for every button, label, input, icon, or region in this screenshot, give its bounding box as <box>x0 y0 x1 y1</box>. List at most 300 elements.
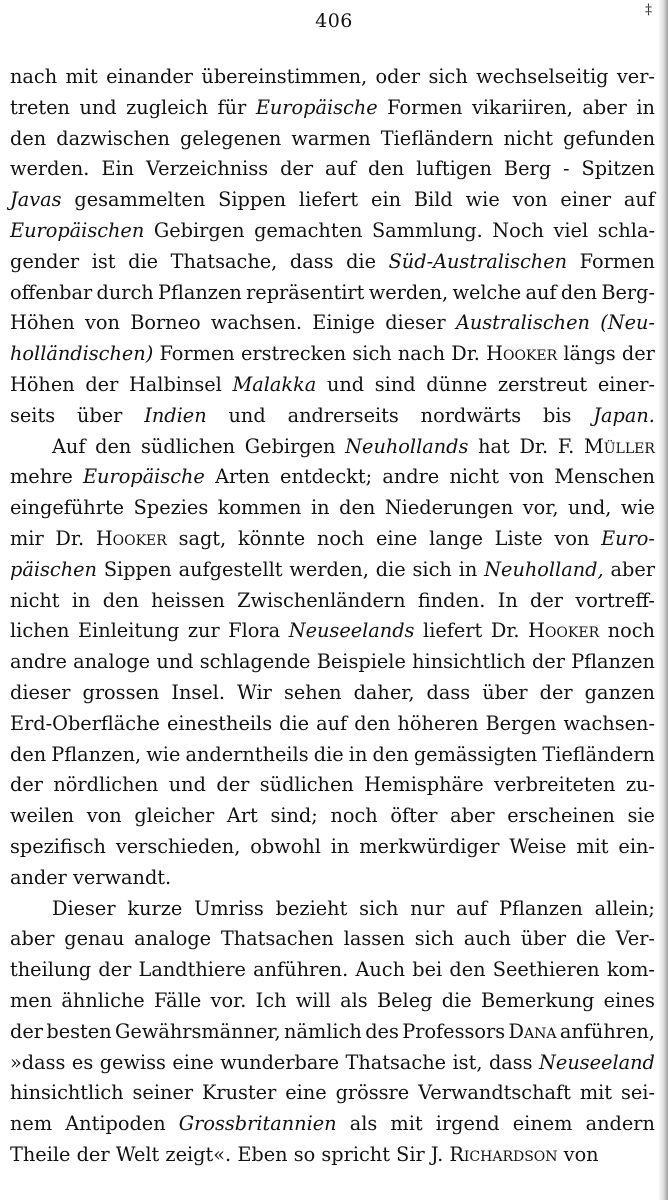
word: sich <box>414 927 455 951</box>
word: irgend <box>435 1112 500 1136</box>
word: will <box>295 988 331 1012</box>
word: der <box>76 1142 110 1166</box>
word: (Neu- <box>600 311 655 335</box>
word: nem <box>10 1112 53 1136</box>
word: der <box>10 1019 43 1043</box>
word: Verzeichniss <box>146 157 269 181</box>
word: Müller <box>584 434 655 458</box>
word: Hooker <box>95 526 167 550</box>
word: Ich <box>255 988 287 1012</box>
word: wechselseitig <box>476 65 609 88</box>
word: Höhen <box>10 372 75 396</box>
word: Hooker <box>528 619 600 643</box>
word: Europäische <box>255 95 378 119</box>
word: treten <box>10 95 70 119</box>
word: Hooker <box>486 342 558 366</box>
word: Neuseelands <box>288 619 415 643</box>
word: besten <box>46 1019 112 1043</box>
text-line <box>10 678 655 709</box>
word: Ver- <box>615 927 655 951</box>
word: als <box>340 988 368 1012</box>
word: nur <box>410 896 445 920</box>
word: durch <box>96 280 154 304</box>
word: Tiefländern <box>542 742 655 766</box>
word: Umriss <box>194 896 264 920</box>
word: auf <box>316 711 348 735</box>
text-line <box>10 308 655 339</box>
word: dass <box>289 249 334 273</box>
word: Pflanzen <box>499 896 583 920</box>
word: nördlichen <box>53 773 159 797</box>
word: in <box>636 95 655 119</box>
word: nordwärts <box>420 403 522 427</box>
word: päischen <box>10 557 97 581</box>
word: Sammlung. <box>371 218 483 242</box>
word: Borneo <box>130 311 201 335</box>
word: über <box>77 403 123 427</box>
word: ver- <box>616 65 655 88</box>
word: südlichen <box>259 773 354 797</box>
word: mit <box>576 834 609 858</box>
word: sehen <box>283 680 342 704</box>
word: theilung <box>10 958 92 982</box>
word: auf <box>325 157 357 181</box>
word: eine <box>285 1081 327 1105</box>
word: und, <box>568 496 612 520</box>
word: weilen <box>10 804 75 828</box>
word: Art <box>226 804 258 828</box>
word: den <box>560 280 598 304</box>
word: den <box>102 588 139 612</box>
text-line <box>10 339 655 370</box>
word: Landthiere <box>138 958 246 982</box>
word: gefunden <box>563 126 655 150</box>
word: entdeckt; <box>280 465 373 489</box>
word: kommen <box>217 496 302 520</box>
word: sind; <box>270 804 318 828</box>
word: Beleg <box>376 988 433 1012</box>
word: spezifisch <box>10 834 106 858</box>
word: Gewährsmänner, <box>115 1019 281 1043</box>
word: Eben <box>237 1142 288 1166</box>
word: sie <box>627 804 655 828</box>
word: zu- <box>625 773 655 797</box>
word: Dr. <box>55 526 85 550</box>
word: Höhen <box>10 311 75 335</box>
word: aufgestellt <box>178 557 283 581</box>
word: der <box>539 680 573 704</box>
word: andre <box>382 465 440 489</box>
word: gesammelten <box>74 188 206 212</box>
word: nach <box>10 65 58 88</box>
word: Weise <box>509 834 567 858</box>
word: ein- <box>618 834 655 858</box>
word: einander <box>106 65 194 88</box>
word: Noch <box>492 218 544 242</box>
word: auf <box>623 188 655 212</box>
word: Euro- <box>601 526 655 550</box>
word: ein <box>371 188 402 212</box>
word: der <box>621 342 655 366</box>
word: Auch <box>355 958 406 982</box>
word: sich <box>412 557 452 581</box>
word: die <box>346 249 377 273</box>
word: und <box>228 403 266 427</box>
word: obwohl <box>250 834 321 858</box>
word: einem <box>512 1112 573 1136</box>
word: den <box>10 742 47 766</box>
word: Sippen <box>103 557 172 581</box>
word: nach <box>397 342 446 366</box>
word: die <box>375 557 406 581</box>
text-line <box>10 863 655 894</box>
word: nicht <box>10 588 60 612</box>
word: anführen. <box>253 958 349 982</box>
word: liefert <box>298 188 359 212</box>
word: mit <box>65 65 98 88</box>
word: welche <box>452 280 522 304</box>
word: finden. <box>417 588 486 612</box>
word: verwandt. <box>73 865 172 889</box>
word: es <box>71 1050 94 1074</box>
word: hinsichtlich <box>10 1081 124 1105</box>
word: Niederungen <box>384 496 514 520</box>
word: merkwürdiger <box>359 834 500 858</box>
word: für <box>217 95 247 119</box>
word: verschieden, <box>115 834 241 858</box>
word: Thatsache, <box>170 249 278 273</box>
word: zur <box>187 619 220 643</box>
word: der <box>98 958 132 982</box>
word: dazwischen <box>56 126 170 150</box>
word: warmen <box>291 126 371 150</box>
word: kom- <box>606 958 655 982</box>
word: anderntheils <box>185 742 309 766</box>
word: holländischen) <box>10 342 154 366</box>
word: Spezies <box>133 496 209 520</box>
text-line <box>10 1109 655 1140</box>
word: vor, <box>522 496 559 520</box>
word: - <box>563 157 570 181</box>
word: von <box>554 526 590 550</box>
word: Professors <box>402 1019 506 1043</box>
word: seits <box>10 403 56 427</box>
word: Pflanzen, <box>51 742 142 766</box>
word: dieser <box>10 680 71 704</box>
word: in <box>458 557 478 581</box>
word: Dana <box>508 1019 557 1043</box>
word: noch <box>607 619 655 643</box>
word: lichen <box>10 619 70 643</box>
text-line <box>10 924 655 955</box>
word: Auf <box>52 434 86 458</box>
word: eine <box>172 1050 214 1074</box>
word: die <box>128 249 159 273</box>
word: vikariiren, <box>471 95 573 119</box>
word: öfter <box>390 804 438 828</box>
word: Liste <box>494 526 543 550</box>
word: Einleitung <box>77 619 180 643</box>
word: den <box>449 958 486 982</box>
word: vortreff- <box>575 588 655 612</box>
text-line <box>10 124 655 155</box>
text-line <box>10 93 655 124</box>
word: erstrecken <box>240 342 347 366</box>
word: ist <box>91 249 116 273</box>
word: Formen <box>387 95 463 119</box>
word: wie <box>620 496 655 520</box>
word: und <box>168 773 206 797</box>
word: luftigen <box>416 157 492 181</box>
word: den <box>10 126 47 150</box>
word: gelegenen <box>179 126 282 150</box>
body-text <box>10 62 655 1171</box>
word: oder <box>375 65 421 88</box>
text-line <box>10 709 655 740</box>
word: verbreiteten <box>494 773 616 797</box>
word: Gebirgen <box>244 434 336 458</box>
text-line <box>10 401 655 432</box>
word: den <box>339 496 376 520</box>
word: Formen <box>579 249 655 273</box>
text-line <box>10 370 655 401</box>
word: wie <box>465 188 500 212</box>
word: und <box>326 372 365 396</box>
word: Wir <box>237 680 272 704</box>
word: werden, <box>368 280 449 304</box>
text-line <box>10 462 655 493</box>
word: als <box>349 1112 378 1136</box>
text-line <box>10 832 655 863</box>
text-line <box>10 616 655 647</box>
text-line <box>10 432 655 463</box>
word: wunderbare <box>220 1050 340 1074</box>
word: schla- <box>597 218 655 242</box>
word: könnte <box>237 526 306 550</box>
text-line <box>10 524 655 555</box>
word: aber <box>582 95 627 119</box>
word: der <box>531 650 565 674</box>
word: Dr. <box>490 619 520 643</box>
word: sagt, <box>178 526 227 550</box>
word: eine <box>375 526 418 550</box>
word: einer <box>560 188 612 212</box>
word: aber <box>450 804 495 828</box>
word: gemässigten <box>413 742 538 766</box>
word: der <box>216 773 250 797</box>
word: die <box>279 711 310 735</box>
word: analoge <box>134 927 212 951</box>
word: zerstreut <box>497 372 588 396</box>
text-line <box>10 894 655 925</box>
word: Kruster <box>202 1081 277 1105</box>
word: noch <box>316 526 365 550</box>
text-line <box>10 1017 655 1048</box>
word: Tiefländern <box>380 126 494 150</box>
word: lassen <box>343 927 405 951</box>
word: werden, <box>289 557 369 581</box>
word: von <box>512 188 548 212</box>
word: von <box>86 804 122 828</box>
word: F. <box>557 434 575 458</box>
word: Berg <box>503 157 552 181</box>
word: offenbar <box>10 280 93 304</box>
word: andern <box>585 1112 655 1136</box>
word: nicht <box>449 465 500 489</box>
word: Thatsache <box>345 1050 447 1074</box>
word: grössre <box>335 1081 410 1105</box>
text-line <box>10 801 655 832</box>
word: sind <box>374 372 416 396</box>
word: von <box>509 465 545 489</box>
word: von <box>563 1142 599 1166</box>
word: Javas <box>10 188 62 212</box>
word: hat <box>478 434 510 458</box>
word: auf <box>456 896 488 920</box>
text-line <box>10 586 655 617</box>
word: noch <box>330 804 378 828</box>
word: einer- <box>597 372 655 396</box>
word: ähnliche <box>61 988 145 1012</box>
word: »dass <box>10 1050 66 1074</box>
word: Ein <box>101 157 135 181</box>
word: ganzen <box>584 680 655 704</box>
text-line <box>10 955 655 986</box>
word: des <box>365 1019 399 1043</box>
text-line <box>10 154 655 185</box>
word: die <box>441 988 472 1012</box>
word: in <box>330 834 350 858</box>
word: eingeführte <box>10 496 125 520</box>
word: dieser <box>385 311 446 335</box>
word: in <box>310 496 330 520</box>
word: sich <box>352 342 392 366</box>
word: Sippen <box>218 188 287 212</box>
word: der <box>85 372 119 396</box>
word: Australischen <box>455 311 590 335</box>
word: J. <box>430 1142 444 1166</box>
word: aber <box>610 557 655 581</box>
word: wachsen. <box>210 311 302 335</box>
word: Indien <box>144 403 207 427</box>
word: repräsentirt <box>246 280 365 304</box>
word: sich <box>428 65 468 88</box>
word: genau <box>64 927 125 951</box>
word: Bemerkung <box>480 988 595 1012</box>
word: men <box>10 988 53 1012</box>
word: dass <box>488 1050 533 1074</box>
word: Insel. <box>171 680 225 704</box>
word: Dr. <box>451 342 480 366</box>
text-line <box>10 185 655 216</box>
word: Sir <box>396 1142 425 1166</box>
word: Einige <box>312 311 375 335</box>
word: Thatsachen <box>220 927 334 951</box>
word: einestheils <box>166 711 273 735</box>
word: Welt <box>115 1142 160 1166</box>
word: andrerseits <box>287 403 399 427</box>
word: gemachten <box>254 218 363 242</box>
word: erscheinen <box>507 804 615 828</box>
word: Fälle <box>154 988 202 1012</box>
text-line <box>10 647 655 678</box>
word: daher, <box>353 680 415 704</box>
paragraph <box>10 62 655 432</box>
word: Arten <box>215 465 270 489</box>
word: Menschen <box>554 465 655 489</box>
word: andre <box>10 650 67 674</box>
word: übereinstimmen, <box>201 65 368 88</box>
text-line <box>10 770 655 801</box>
word: Formen <box>159 342 235 366</box>
word: den <box>95 434 132 458</box>
paragraph <box>10 894 655 1171</box>
word: die <box>575 927 606 951</box>
page-number: 406 <box>315 10 353 32</box>
text-line <box>10 1048 655 1079</box>
word: ander <box>10 865 67 889</box>
word: gleicher <box>134 804 215 828</box>
word: Neuseeland <box>539 1050 655 1074</box>
word: nicht <box>503 126 554 150</box>
word: in <box>348 742 368 766</box>
word: wie <box>146 742 181 766</box>
word: auch <box>463 927 511 951</box>
word: Zwischenländern <box>237 588 406 612</box>
text-line <box>10 1140 655 1171</box>
word: Antipoden <box>65 1112 166 1136</box>
word: spricht <box>321 1142 390 1166</box>
word: seiner <box>132 1081 194 1105</box>
word: gewiss <box>99 1050 166 1074</box>
word: Richardson <box>449 1142 558 1166</box>
word: ist, <box>452 1050 483 1074</box>
text-line <box>10 278 655 309</box>
text-line <box>10 555 655 586</box>
word: Neuhollands <box>345 434 469 458</box>
word: viel <box>553 218 589 242</box>
word: so <box>293 1142 316 1166</box>
word: Seethieren <box>492 958 600 982</box>
word: und <box>79 95 117 119</box>
word: Verwandtschaft <box>418 1081 571 1105</box>
word: Pflanzen <box>158 280 242 304</box>
word: Dieser <box>52 896 116 920</box>
word: der <box>280 157 314 181</box>
word: wachsen- <box>563 711 655 735</box>
word: Halbinsel <box>128 372 222 396</box>
word: analoge <box>73 650 151 674</box>
word: über <box>520 927 567 951</box>
word: liefert <box>423 619 483 643</box>
text-line <box>10 247 655 278</box>
text-line <box>10 740 655 771</box>
word: den <box>368 157 405 181</box>
margin-mark: ‡ <box>645 2 652 18</box>
word: allein; <box>594 896 655 920</box>
word: Japan. <box>593 403 655 427</box>
word: Dr. <box>519 434 549 458</box>
word: Spitzen <box>581 157 655 181</box>
word: gender <box>10 249 80 273</box>
word: bezieht <box>275 896 348 920</box>
word: Flora <box>228 619 281 643</box>
word: sei- <box>620 1081 655 1105</box>
word: In <box>497 588 518 612</box>
word: Gebirgen <box>153 218 245 242</box>
word: aber <box>10 927 55 951</box>
word: mit <box>390 1112 423 1136</box>
